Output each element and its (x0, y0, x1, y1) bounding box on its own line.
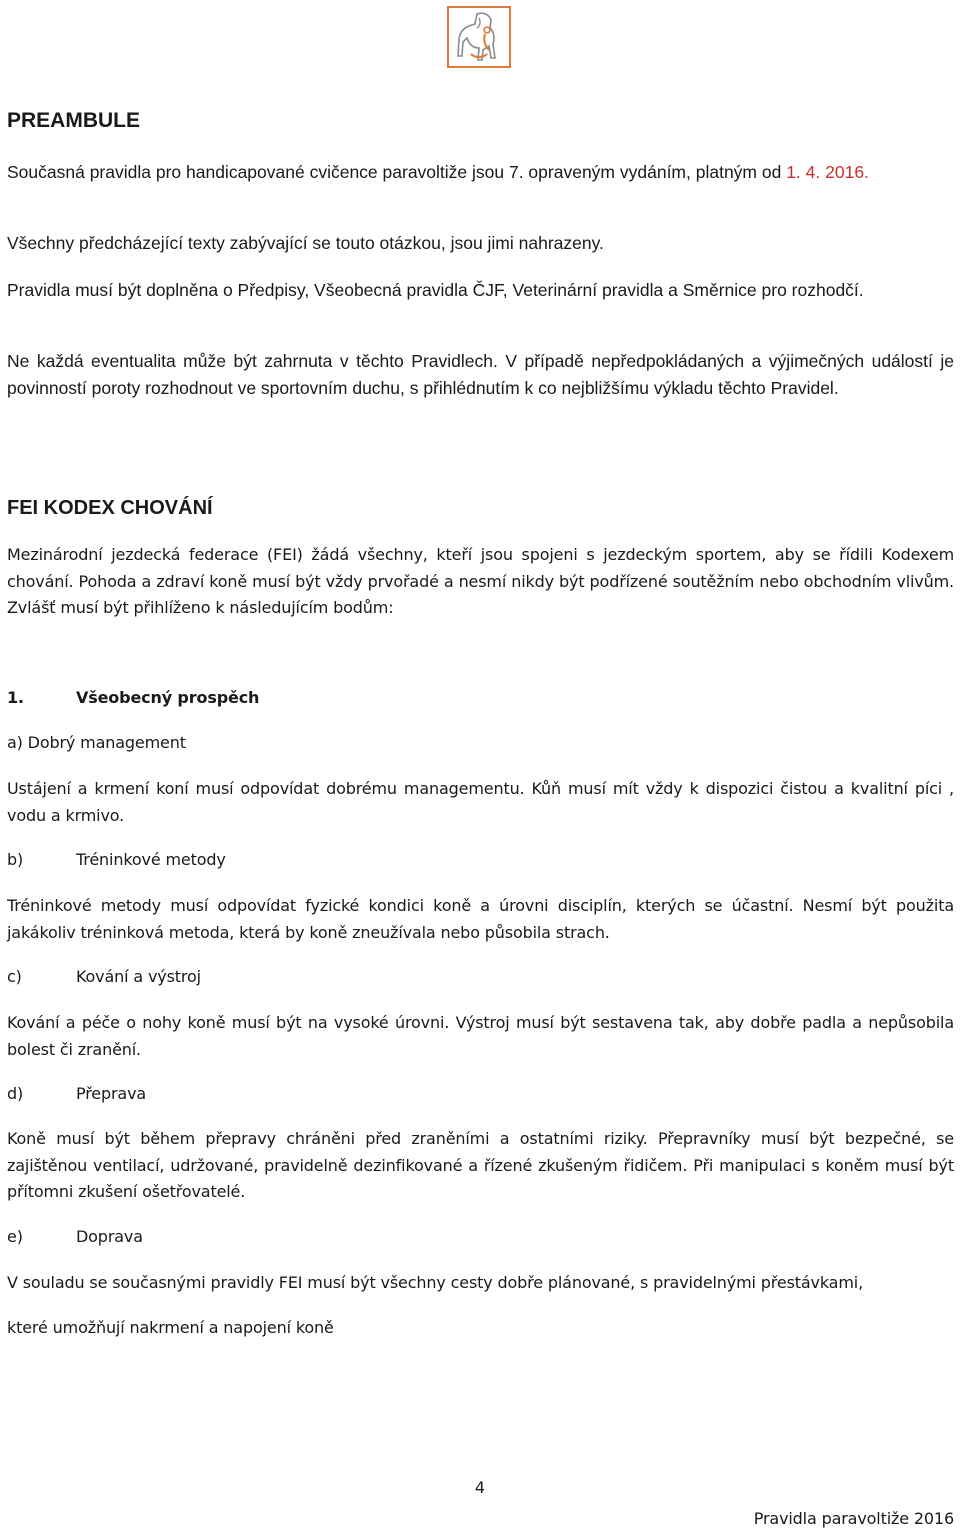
item-d-title: Přeprava (76, 1084, 147, 1103)
item-b-heading (7, 847, 954, 873)
fei-code-intro: Mezinárodní jezdecká federace (FEI) žádá všechny, kteří jsou spojeni s jezdeckým sportem, aby se řídili Kodexem chování. Pohoda a zdraví koně musí být vždy prvořadé a nesmí nikdy být podřízené soutěžním nebo obchodním vlivům. Zvlášť musí být přihlíženo k následujícím bodům: (7, 545, 954, 617)
section-1-title: Všeobecný prospěch (76, 688, 260, 707)
item-b-text: Tréninkové metody musí odpovídat fyzické kondici koně a úrovni disciplín, kterých se účastní. Nesmí být použita jakákoliv tréninková metoda, která by koně zneužívala nebo působila strach. (7, 896, 954, 942)
preambule-paragraph-3: Pravidla musí být doplněna o Předpisy, Všeobecná pravidla ČJF, Veterinární pravidla a Směrnice pro rozhodčí. (7, 280, 864, 300)
preambule-paragraph-1 (7, 159, 954, 186)
horse-logo-graphic (449, 8, 509, 66)
item-d-heading (7, 1081, 954, 1107)
effective-date: 1. 4. 2016. (786, 162, 869, 182)
footer-title: Pravidla paravoltiže 2016 (753, 1509, 954, 1528)
preambule-paragraph-2: Všechny předcházející texty zabývající se touto otázkou, jsou jimi nahrazeny. (7, 233, 604, 253)
section-1-heading (7, 685, 954, 711)
item-e-title: Doprava (76, 1227, 143, 1246)
fei-code-title: FEI KODEX CHOVÁNÍ (7, 497, 213, 519)
item-c-heading (7, 964, 954, 990)
item-a-text: Ustájení a krmení koní musí odpovídat dobrému managementu. Kůň musí mít vždy k dispozici čistou a kvalitní píci , vodu a krmivo. (7, 779, 954, 825)
preambule-title: PREAMBULE (7, 109, 141, 132)
horse-logo-icon (447, 6, 511, 68)
page-number: 4 (474, 1478, 486, 1497)
item-c-title: Kování a výstroj (76, 967, 201, 986)
preambule-paragraph-1-text: Současná pravidla pro handicapované cvičence paravoltiže jsou 7. opraveným vydáním, platným od (7, 162, 787, 182)
item-e-text-2: které umožňují nakrmení a napojení koně (7, 1318, 334, 1337)
item-b-title: Tréninkové metody (76, 850, 226, 869)
item-c-text: Kování a péče o nohy koně musí být na vysoké úrovni. Výstroj musí být sestavena tak, aby dobře padla a nepůsobila bolest či zranění. (7, 1013, 954, 1059)
item-e-text-1: V souladu se současnými pravidly FEI musí být všechny cesty dobře plánované, s pravidelnými přestávkami, (7, 1273, 864, 1292)
preambule-paragraph-4: Ne každá eventualita může být zahrnuta v těchto Pravidlech. V případě nepředpokládaných a výjimečných událostí je povinností poroty rozhodnout ve sportovním duchu, s přihlédnutím k co nejbližšímu výkladu těchto Pravidel. (7, 351, 954, 398)
item-e-letter: e) (7, 1227, 23, 1246)
item-b-letter: b) (7, 850, 24, 869)
item-a-heading: a) Dobrý management (7, 733, 186, 752)
item-d-text: Koně musí být během přepravy chráněni před zraněními a ostatními riziky. Přepravníky musí být bezpečné, se zajištěnou ventilací, udržované, pravidelně dezinfikované a řízené zkušeným řidičem. Při manipulaci s koněm musí být přítomni zkušení ošetřovatelé. (7, 1129, 954, 1201)
item-c-letter: c) (7, 967, 22, 986)
item-d-letter: d) (7, 1084, 24, 1103)
item-e-heading (7, 1224, 954, 1250)
section-1-number: 1. (7, 688, 24, 707)
